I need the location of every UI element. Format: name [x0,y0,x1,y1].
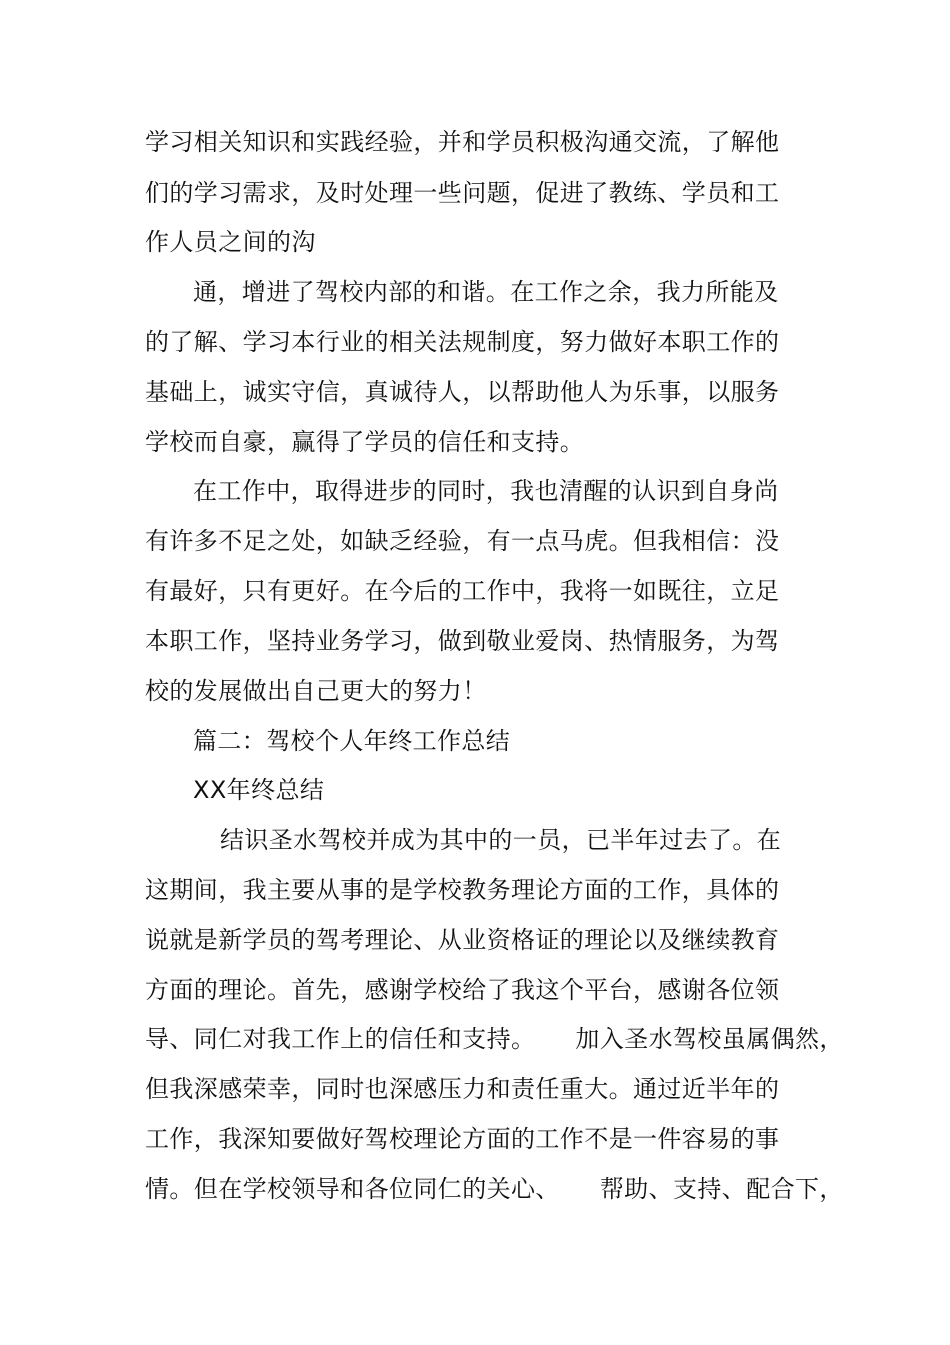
text-line: 说就是新学员的驾考理论、从业资格证的理论以及继续教育 [145,926,780,954]
paragraph-start-line: 在工作中，取得进步的同时，我也清醒的认识到自身尚 [193,477,779,505]
paragraph-start-line: 通，增进了驾校内部的和谐。在工作之余，我力所能及 [193,278,779,306]
text-line: 基础上，诚实守信，真诚待人，以帮助他人为乐事，以服务 [145,378,780,406]
text-line: 本职工作，坚持业务学习，做到敬业爱岗、热情服务，为驾 [145,627,780,655]
text-line: 校的发展做出自己更大的努力！ [145,677,487,705]
text-line: 学校而自豪，赢得了学员的信任和支持。 [145,428,585,456]
text-segment: 帮助、支持、配合下， [599,1175,844,1203]
text-segment: 情。但在学校领导和各位同仁的关心、 [145,1175,560,1203]
text-line: 们的学习需求，及时处理一些问题，促进了教练、学员和工 [145,179,780,207]
text-line: 学习相关知识和实践经验，并和学员积极沟通交流，了解他 [145,128,780,156]
text-segment: 导、同仁对我工作上的信任和支持。 [145,1025,536,1053]
text-line: 方面的理论。首先，感谢学校给了我这个平台，感谢各位领 [145,976,780,1004]
text-line: 有最好，只有更好。在今后的工作中，我将一如既往，立足 [145,577,780,605]
section-heading: 篇二：驾校个人年终工作总结 [193,727,511,755]
text-line [145,1023,844,1055]
paragraph-start-line: 结识圣水驾校并成为其中的一员，已半年过去了。在 [220,826,782,854]
text-line: 但我深感荣幸，同时也深感压力和责任重大。通过近半年的 [145,1075,780,1103]
section-subheading: XX年终总结 [193,776,325,804]
text-line: 有许多不足之处，如缺乏经验，有一点马虎。但我相信：没 [145,527,780,555]
text-line [145,1173,844,1205]
text-segment: 加入圣水驾校虽属偶然， [575,1025,844,1053]
text-line: 的了解、学习本行业的相关法规制度，努力做好本职工作的 [145,328,780,356]
text-line: 作人员之间的沟 [145,228,316,256]
text-line: 工作，我深知要做好驾校理论方面的工作不是一件容易的事 [145,1125,780,1153]
text-line: 这期间，我主要从事的是学校教务理论方面的工作，具体的 [145,876,780,904]
